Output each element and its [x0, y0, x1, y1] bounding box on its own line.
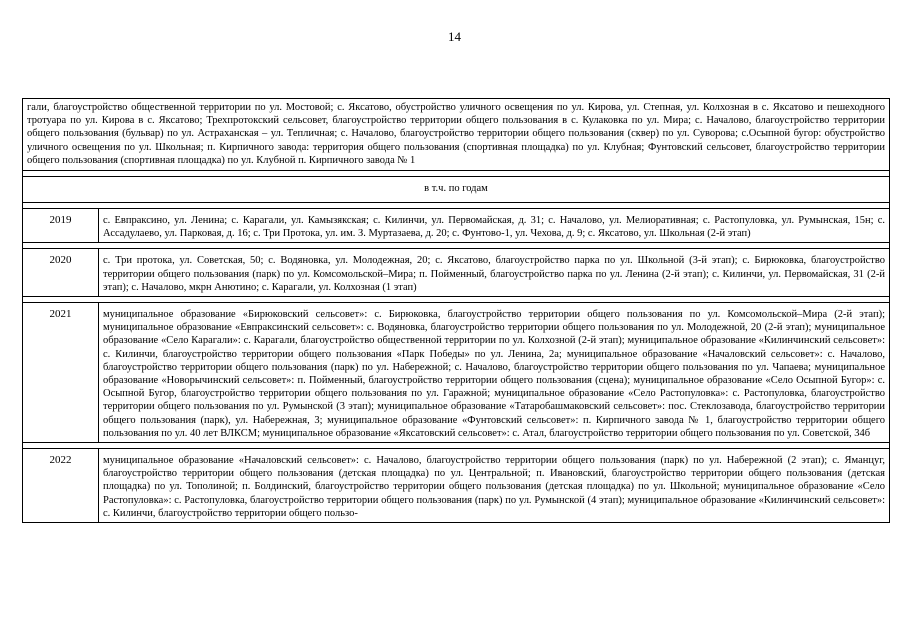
intro-text: гали, благоустройство общественной территории по ул. Мостовой; с. Яксатово, обустройство уличного освещения по ул. Кирова, ул. Степная, ул. Колхозная в с. Яксатово и пешеходного тротуара по ул. Кирова в с. Яксатово; Трехпротокский сельсовет, благоустройство территории общего пользования в с. Кулаковка по ул. Мира; с. Началово, благоустройство территории общего пользования (бульвар) по ул. Астраханская – ул. Тепличная; с. Началово, благоустройство территории общего пользования (сквер) по ул. Суворова; с.Осыпной бугор: обустройство уличного освещения по ул. Школьная; п. Кирпичного завода: территория общего пользования (спортивная площадка) по ул. Клубная; Фунтовский сельсовет, благоустройство территории общего пользования (спортивная площадка) по ул. Клубной п. Кирпичного завода № 1 — [23, 99, 890, 171]
year-cell: 2019 — [23, 209, 99, 243]
projects-cell: муниципальное образование «Началовский сельсовет»: с. Началово, благоустройство территории общего пользования (парк) по ул. Набережной (2 этап); с. Яманцуг, благоустройство территории общего пользования (детская площадка) по ул. Центральной; п. Ивановский, благоустройство территории общего пользования (детская площадка) по ул. Тополиной; п. Болдинский, благоустройство территории общего пользования (детская площадка) по ул. Школьной; муниципальное образование «Село Растопуловка»: с. Растопуловка, благоустройство территории общего пользования (парк) по ул. Румынской (4 этап); муниципальное образование «Килинчинский сельсовет»: с. Килинчи, благоустройство территории общего пользо- — [99, 449, 890, 523]
improvement-projects-table — [22, 98, 890, 523]
projects-cell: с. Три протока, ул. Советская, 50; с. Водяновка, ул. Молодежная, 20; с. Яксатово, благоустройство парка по ул. Школьной (3-й этап); с. Бирюковка, благоустройство территории общего пользования (парк) по ул. Комсомольской–Мира; п. Пойменный, благоустройство парка по ул. Ленина (2-й этап); с. Килинчи, ул. Первомайская, 31 (2-й этап); с. Началово, мкрн Анютино; с. Карагали, ул. Колхозная (1 этап) — [99, 249, 890, 297]
year-cell: 2021 — [23, 303, 99, 443]
page-number: 14 — [448, 29, 461, 44]
intro-row — [23, 99, 890, 171]
year-cell: 2022 — [23, 449, 99, 523]
by-year-subheader: в т.ч. по годам — [23, 177, 890, 203]
table-row — [23, 209, 890, 243]
table-row — [23, 303, 890, 443]
projects-cell: муниципальное образование «Бирюковский сельсовет»: с. Бирюковка, благоустройство территории общего пользования по ул. Комсомольской–Мира (2-й этап); муниципальное образование «Евпраксинский сельсовет»: с. Водяновка, благоустройство территории общего пользования по ул. Молодежной, 20 (2-й этап); муниципальное образование «Село Карагали»: с. Карагали, благоустройство общественной территории по ул. Колхозной (2-й этап); муниципальное образование «Килинчинский сельсовет»: с. Килинчи, благоустройство территории общего пользования «Парк Победы» по ул. Ленина, 2а; муниципальное образование «Началовский сельсовет»: с. Началово, благоустройство территории общего пользования (парк) по ул. Набережной; с. Началово, благоустройство территории общего пользования по ул. Чапаева; муниципальное образование «Новорычинский сельсовет»: п. Пойменный, благоустройство территории общего пользования (сцена); муниципальное образование «Село Осыпной Бугор»: с. Осыпной Бугор, благоустройство территории общего пользования по ул. Гаражной; муниципальное образование «Село Растопуловка»: с. Растопуловка, благоустройство территории общего пользования по ул. Румынской (3 этап); муниципальное образование «Татаробашмаковский сельсовет»: пос. Стеклозавода, благоустройство территории общего пользования (парк), ул. Набережная, 3; муниципальное образование «Фунтовский сельсовет»: п. Кирпичного завода № 1, благоустройство территории общего пользования по ул. 40 лет ВЛКСМ; муниципальное образование «Яксатовский сельсовет»: с. Атал, благоустройство территории общего пользования по ул. Советской, 34б — [99, 303, 890, 443]
table-row — [23, 249, 890, 297]
subheader-row — [23, 177, 890, 203]
projects-cell: с. Евпраксино, ул. Ленина; с. Карагали, ул. Камызякская; с. Килинчи, ул. Первомайская, д. 31; с. Началово, ул. Мелиоративная; с. Растопуловка, ул. Румынская, 15н; с. Ассадулаево, ул. Парковая, д. 16; с. Три Протока, ул. им. З. Муртазаева, д. 20; с. Фунтово-1, ул. Чехова, д. 9; с. Яксатово, ул. Школьная (2-й этап) — [99, 209, 890, 243]
year-cell: 2020 — [23, 249, 99, 297]
table-row — [23, 449, 890, 523]
